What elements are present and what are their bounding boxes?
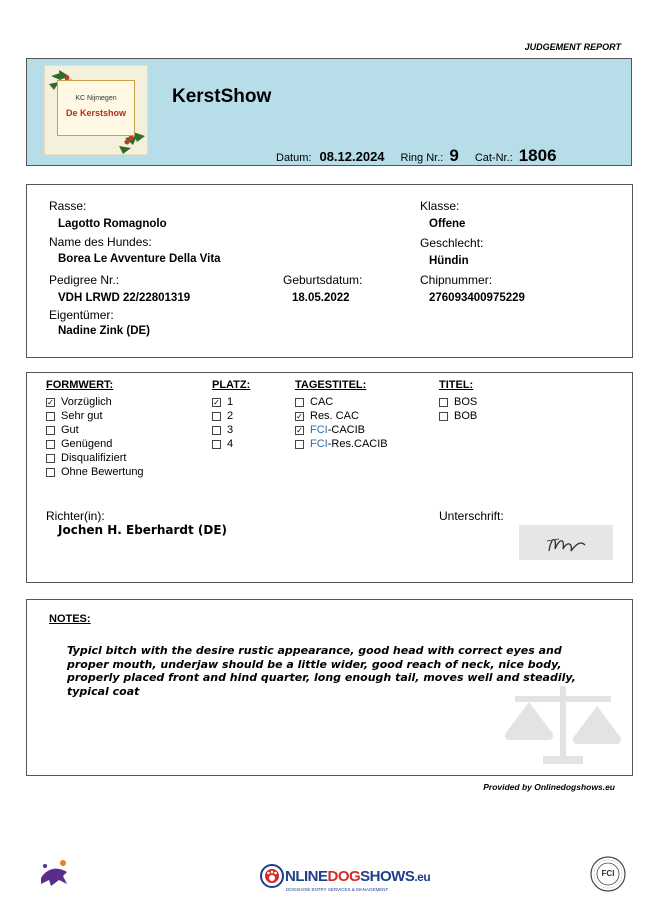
brand-main: DOG xyxy=(327,868,361,885)
pedigree-value: VDH LRWD 22/22801319 xyxy=(58,292,191,304)
birth-date-value: 18.05.2022 xyxy=(292,292,350,304)
checkbox-empty-icon xyxy=(46,468,55,477)
show-title: KerstShow xyxy=(172,86,272,107)
formwert-column xyxy=(46,379,144,479)
date-value: 08.12.2024 xyxy=(319,149,385,164)
logo-show-name: De Kerstshow xyxy=(65,108,127,118)
onlinedogshows-logo xyxy=(260,864,431,900)
signature-scribble-icon xyxy=(519,525,613,560)
platz-column xyxy=(212,379,250,451)
chip-value: 276093400975229 xyxy=(429,292,525,304)
checkbox-checked-icon: ✓ xyxy=(296,411,303,421)
cat-value: 1806 xyxy=(518,146,557,165)
notes-text: Typicl bitch with the desire rustic appearance, good head with correct eyes and proper mouth, underjaw should be a little wider, good reach of neck, nice body, properly placed front and hind quarter, long enough tail, moves well and steadily, typical coat xyxy=(67,644,576,698)
option-row xyxy=(295,395,388,409)
option-label: Genügend xyxy=(61,438,113,450)
checkbox-empty-icon xyxy=(295,440,304,449)
report-type-label: JUDGEMENT REPORT xyxy=(524,42,621,52)
option-label: CAC xyxy=(310,396,334,408)
club-dog-logo-icon xyxy=(37,858,73,892)
show-meta xyxy=(276,146,557,166)
paw-logo-icon xyxy=(260,864,284,888)
signature-image xyxy=(519,525,613,560)
sex-value: Hündin xyxy=(429,255,469,267)
breed-label: Rasse: xyxy=(49,199,87,213)
tagestitel-column xyxy=(295,379,388,451)
notes-title: NOTES: xyxy=(49,613,91,625)
fci-seal xyxy=(590,856,626,892)
option-row xyxy=(212,395,250,409)
option-row xyxy=(439,409,477,423)
checkbox-checked-icon: ✓ xyxy=(296,425,303,435)
option-row xyxy=(295,423,388,437)
checkbox-empty-icon xyxy=(46,454,55,463)
brand-suffix: SHOWS xyxy=(360,868,415,885)
option-row xyxy=(46,465,144,479)
option-label: -CACIB xyxy=(327,424,366,436)
option-row xyxy=(212,437,250,451)
brand-prefix: NLINE xyxy=(285,868,328,885)
pedigree-label: Pedigree Nr.: xyxy=(49,273,120,287)
option-label: Res. CAC xyxy=(310,410,359,422)
option-row xyxy=(212,409,250,423)
option-row xyxy=(46,395,144,409)
option-label: Sehr gut xyxy=(61,410,103,422)
option-row xyxy=(46,409,144,423)
platz-title: PLATZ: xyxy=(212,379,251,391)
option-label: 3 xyxy=(227,424,234,436)
titel-title: TITEL: xyxy=(439,379,474,391)
owner-value: Nadine Zink (DE) xyxy=(58,325,151,337)
checkbox-empty-icon xyxy=(46,426,55,435)
judge-label: Richter(in): xyxy=(46,509,105,523)
checkbox-empty-icon xyxy=(46,412,55,421)
brand-tagline: DOGSHOW ENTRY SERVICES & MANAGEMENT xyxy=(286,887,389,892)
judge-value: Jochen H. Eberhardt (DE) xyxy=(58,523,228,537)
owner-label: Eigentümer: xyxy=(49,308,114,322)
option-label: Gut xyxy=(61,424,79,436)
date-label: Datum: xyxy=(276,152,312,164)
ring-label: Ring Nr.: xyxy=(400,152,444,164)
checkbox-empty-icon xyxy=(212,426,221,435)
logo-club-name: KC Nijmegen xyxy=(75,95,117,102)
checkbox-empty-icon xyxy=(212,440,221,449)
signature-label: Unterschrift: xyxy=(439,509,504,523)
checkbox-empty-icon xyxy=(46,440,55,449)
option-label: BOB xyxy=(454,410,478,422)
dog-name-value: Borea Le Avventure Della Vita xyxy=(58,253,221,265)
option-label: 1 xyxy=(227,396,234,408)
provided-by: Provided by Onlinedogshows.eu xyxy=(483,782,615,792)
option-row xyxy=(46,451,144,465)
dog-name-label: Name des Hundes: xyxy=(49,235,152,249)
sex-label: Geschlecht: xyxy=(420,236,484,250)
formwert-title: FORMWERT: xyxy=(46,379,114,391)
titel-options xyxy=(439,395,477,423)
checkbox-checked-icon: ✓ xyxy=(47,397,54,407)
option-row xyxy=(212,423,250,437)
checkbox-empty-icon xyxy=(295,398,304,407)
chip-label: Chipnummer: xyxy=(420,273,493,287)
option-row xyxy=(46,423,144,437)
checkbox-checked-icon: ✓ xyxy=(213,397,220,407)
show-logo xyxy=(44,65,148,155)
titel-column xyxy=(439,379,477,423)
breed-value: Lagotto Romagnolo xyxy=(58,218,167,230)
option-label: BOS xyxy=(454,396,478,408)
option-row xyxy=(439,395,477,409)
tagestitel-options xyxy=(295,395,388,451)
brand-tld: .eu xyxy=(414,870,431,884)
option-label: -Res.CACIB xyxy=(327,438,388,450)
option-prefix: FCI xyxy=(310,438,328,450)
cat-label: Cat-Nr.: xyxy=(474,152,513,164)
checkbox-empty-icon xyxy=(439,412,448,421)
option-row xyxy=(46,437,144,451)
option-prefix: FCI xyxy=(310,424,328,436)
option-label: Vorzüglich xyxy=(61,396,112,408)
option-label: Ohne Bewertung xyxy=(61,466,144,478)
tagestitel-title: TAGESTITEL: xyxy=(295,379,367,391)
option-row xyxy=(295,409,388,423)
option-label: Disqualifiziert xyxy=(61,452,127,464)
birth-date-label: Geburtsdatum: xyxy=(283,273,363,287)
class-label: Klasse: xyxy=(420,199,460,213)
checkbox-empty-icon xyxy=(212,412,221,421)
ring-value: 9 xyxy=(449,146,459,165)
class-value: Offene xyxy=(429,218,466,230)
formwert-options xyxy=(46,395,144,479)
option-label: 2 xyxy=(227,410,234,422)
option-label: 4 xyxy=(227,438,234,450)
platz-options xyxy=(212,395,250,451)
checkbox-empty-icon xyxy=(439,398,448,407)
option-row xyxy=(295,437,388,451)
fci-seal-text: FCI xyxy=(601,869,615,878)
